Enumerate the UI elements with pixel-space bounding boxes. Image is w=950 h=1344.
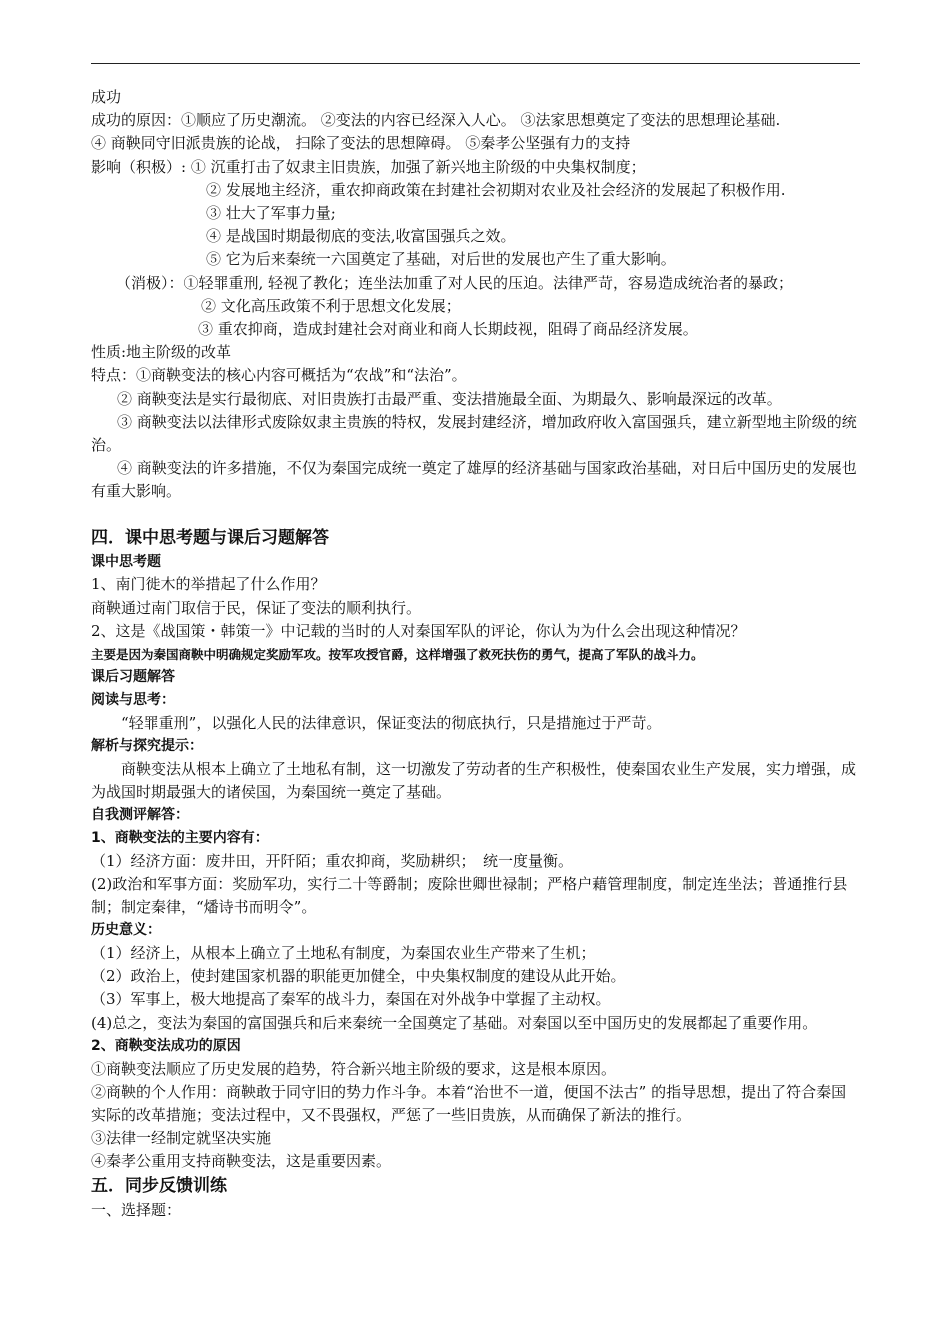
subheading: 2、商鞅变法成功的原因 [91,1037,241,1054]
list-item: ②商鞅的个人作用：商鞅敢于同守旧的势力作斗争。本着“治世不一道，便国不法古” 的指导思想，提出了符合秦国实际的改革措施；变法过程中，又不畏强权，严惩了一些旧贵族，从而确保了新法的推行。 [91,1082,847,1125]
list-item: ④秦孝公重用支持商鞅变法，这是重要因素。 [91,1152,392,1171]
section-heading: 五．同步反馈训练 [91,1175,227,1196]
text-line: ④ 是战国时期最彻底的变法,收富国强兵之效。 [206,227,516,246]
text-line: ② 文化高压政策不利于思想文化发展； [201,296,461,315]
text-line: 成功 [91,88,122,106]
text-line: 特点：①商鞅变法的核心内容可概括为“农战”和“法治”。 [91,366,467,385]
text-line: 影响（积极）: ① 沉重打击了奴隶主旧贵族，加强了新兴地主阶级的中央集权制度； [91,157,646,176]
list-item: （2）政治上，使封建国家机器的职能更加健全，中央集权制度的建设从此开始。 [91,967,626,986]
subheading: 自我测评解答： [91,807,189,824]
text-line: ⑤ 它为后来秦统一六国奠定了基础，对后世的发展也产生了重大影响。 [206,250,676,269]
list-item: （3）军事上，极大地提高了秦军的战斗力，秦国在对外战争中掌握了主动权。 [91,990,611,1009]
text-line: ④ 商鞅同守旧派贵族的论战， 扫除了变法的思想障碍。 ⑤秦孝公坚强有力的支持 [91,134,631,153]
subheading: 历史意义： [91,922,161,939]
list-item: (4)总之，变法为秦国的富国强兵和后来秦统一全国奠定了基础。对秦国以至中国历史的发展都起了重要作用。 [91,1013,818,1032]
subheading: 一、选择题： [91,1200,182,1219]
text-line: 性质:地主阶级的改革 [91,343,232,362]
header-rule [91,63,860,64]
subheading: 1、商鞅变法的主要内容有： [91,829,269,846]
text-paragraph: ④ 商鞅变法的许多措施，不仅为秦国完成统一奠定了雄厚的经济基础与国家政治基础，对日后中国历史的发展也有重大影响。 [91,459,857,501]
question: 1、南门徙木的举措起了什么作用？ [91,575,326,594]
list-item: （1）经济上，从根本上确立了土地私有制度，为秦国农业生产带来了生机； [91,944,596,963]
answer: 商鞅通过南门取信于民，保证了变法的顺利执行。 [91,598,422,617]
list-item: （1）经济方面：废井田，开阡陌；重农抑商，奖励耕织； 统一度量衡。 [91,851,574,870]
answer: “轻罪重刑”，以强化人民的法律意识，保证变法的彻底执行，只是措施过于严苛。 [121,713,662,732]
text-paragraph: ③ 商鞅变法以法律形式废除奴隶主贵族的特权，发展封建经济，增加政府收入富国强兵，建立新型地主阶级的统治。 [91,412,857,455]
text-line: ③ 壮大了军事力量; [206,204,336,223]
text-line: （消极）：①轻罪重刑, 轻视了教化；连坐法加重了对人民的压迫。法律严苛，容易造成统治者的暴政； [116,273,794,292]
text-line: ② 商鞅变法是实行最彻底、对旧贵族打击最严重、变法措施最全面、为期最久、影响最深远的改革。 [117,389,782,408]
list-item: ③法律一经制定就坚决实施 [91,1129,272,1148]
question: 2、这是《战国策・韩策一》中记载的当时的人对秦国军队的评论，你认为为什么会出现这种情况？ [91,621,746,640]
list-item: ①商鞅变法顺应了历史发展的趋势，符合新兴地主阶级的要求，这是根本原因。 [91,1059,617,1078]
section-heading: 四．课中思考题与课后习题解答 [91,527,329,548]
text-line: ③ 重农抑商，造成封建社会对商业和商人长期歧视，阻碍了商品经济发展。 [198,320,698,339]
text-line: 成功的原因：①顺应了历史潮流。 ②变法的内容已经深入人心。 ③法家思想奠定了变法的思想理论基础. [91,111,781,130]
subheading: 阅读与思考： [91,691,175,708]
text-line: ② 发展地主经济，重农抑商政策在封建社会初期对农业及社会经济的发展起了积极作用. [206,180,786,199]
document-body [91,86,861,1222]
answer: 主要是因为秦国商鞅中明确规定奖励军攻。按军攻授官爵，这样增强了救死扶伤的勇气，提高了军队的战斗力。 [91,647,704,663]
list-item: (2)政治和军事方面：奖励军功，实行二十等爵制；废除世卿世禄制；严格户藉管理制度，制定连坐法；普通推行县制；制定秦律，“燔诗书而明令”。 [91,874,848,917]
subheading: 解析与探究提示： [91,737,203,754]
subheading: 课后习题解答 [91,669,175,686]
subheading: 课中思考题 [91,553,161,570]
text-paragraph: 商鞅变法从根本上确立了土地私有制，这一切激发了劳动者的生产积极性，使秦国农业生产发展，实力增强，成为战国时期最强大的诸侯国，为秦国统一奠定了基础。 [91,759,857,801]
